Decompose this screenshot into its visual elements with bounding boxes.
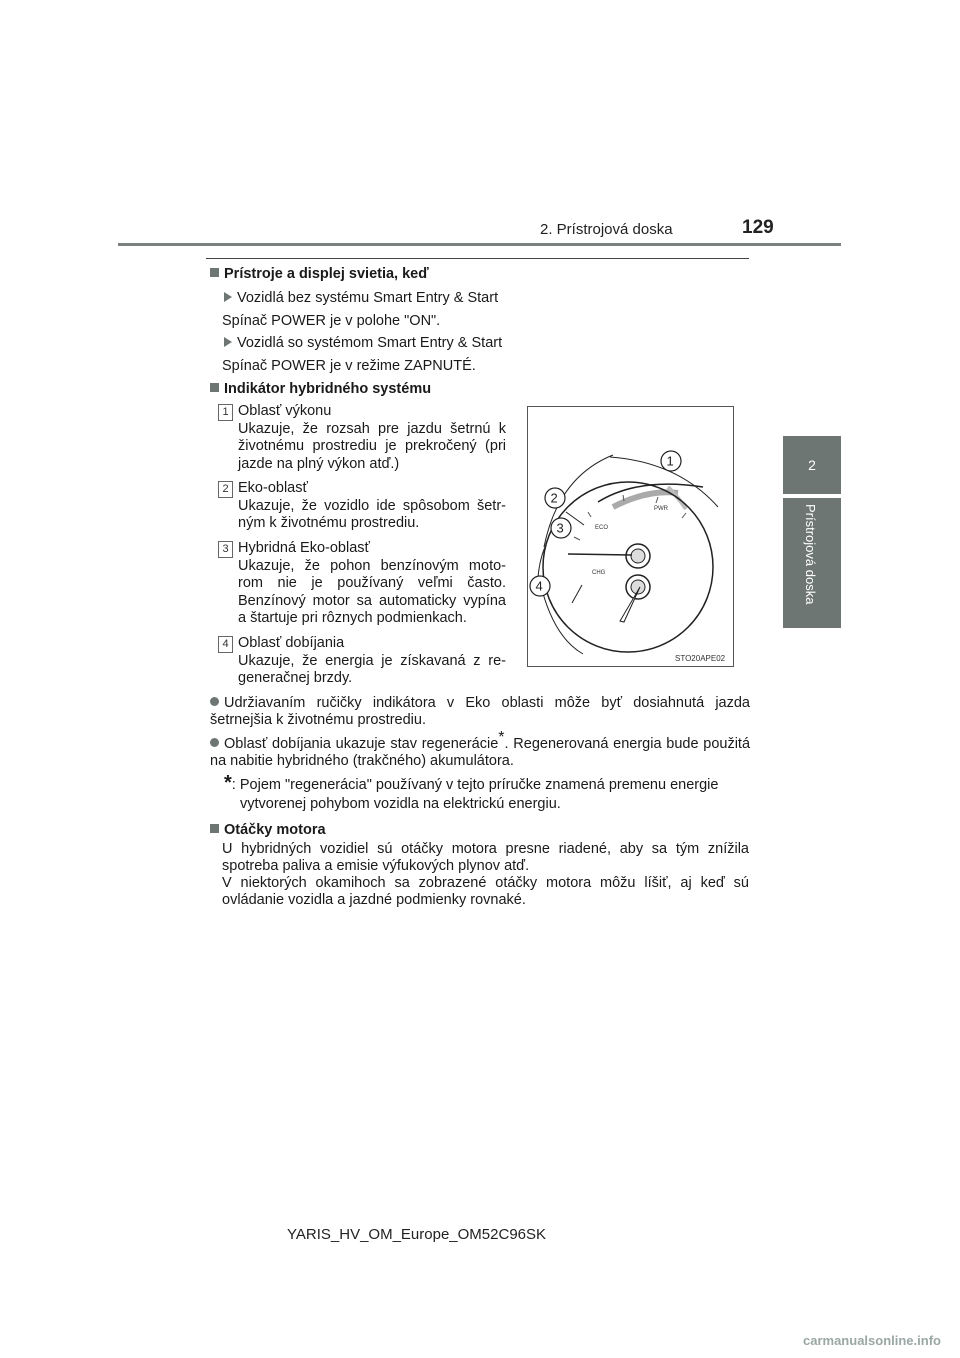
heading-display-lit: Prístroje a displej svietia, keď bbox=[210, 266, 429, 283]
item-charge-area bbox=[238, 635, 506, 688]
triangle-bullet-icon bbox=[224, 292, 232, 302]
hybrid-indicator-figure bbox=[527, 406, 734, 667]
page-number: 129 bbox=[742, 217, 774, 238]
label-pwr: PWR bbox=[654, 506, 668, 512]
content-divider bbox=[206, 258, 749, 259]
round-bullet-icon bbox=[210, 697, 219, 706]
bullet-regeneration: Oblasť dobíjania ukazuje stav regenerácie*. Regenerovaná energia bude použitá na nabitie hybridného (trakčného) akumulátora. bbox=[210, 729, 751, 769]
footnote-regeneration: *: Pojem "regenerácia" používaný v tejto príručke znamená premenu energie bbox=[224, 772, 719, 794]
chapter-tab-label bbox=[783, 498, 841, 628]
item-text: Ukazuje, že pohon benzínovým moto-rom nie je používaný veľmi často. Benzínový motor sa automaticky vypína a štartuje pri rôznych podmienkach. bbox=[238, 557, 506, 626]
figure-code: STO20APE02 bbox=[675, 654, 726, 663]
square-bullet-icon bbox=[210, 383, 219, 392]
footnote-regeneration-line2: vytvorenej pohybom vozidla na elektrickú energiu. bbox=[240, 796, 561, 812]
square-bullet-icon bbox=[210, 268, 219, 277]
text-engine-rpm-2: V niektorých okamihoch sa zobrazené otáčky motora môžu líšiť, aj keď sú ovládanie vozidla a jazdné podmienky rovnaké. bbox=[222, 875, 749, 908]
condition-smart-entry: Vozidlá so systémom Smart Entry & Start bbox=[224, 335, 502, 352]
text-power-zapnute: Spínač POWER je v režime ZAPNUTÉ. bbox=[222, 358, 476, 374]
round-bullet-icon bbox=[210, 738, 219, 747]
callout-2: 2 bbox=[550, 490, 558, 506]
callout-4: 4 bbox=[535, 578, 543, 594]
item-power-area bbox=[238, 403, 506, 473]
item-text: Ukazuje, že energia je získavaná z re-generačnej brzdy. bbox=[238, 652, 506, 686]
item-title: Oblasť dobíjania bbox=[238, 635, 345, 651]
header-divider bbox=[118, 243, 841, 246]
section-title: 2. Prístrojová doska bbox=[540, 221, 673, 238]
chapter-tab-text: Prístrojová doska bbox=[803, 504, 818, 605]
item-title: Hybridná Eko-oblasť bbox=[238, 540, 370, 556]
chapter-tab-number: 2 bbox=[783, 436, 841, 494]
item-title: Eko-oblasť bbox=[238, 480, 308, 496]
text-power-on: Spínač POWER je v polohe "ON". bbox=[222, 313, 441, 329]
item-number-1: 1 bbox=[218, 404, 233, 421]
square-bullet-icon bbox=[210, 824, 219, 833]
label-chg: CHG bbox=[592, 570, 606, 576]
item-number-2: 2 bbox=[218, 481, 233, 498]
callout-1: 1 bbox=[666, 453, 674, 469]
document-code: YARIS_HV_OM_Europe_OM52C96SK bbox=[287, 1226, 547, 1243]
text-engine-rpm-1: U hybridných vozidiel sú otáčky motora presne riadené, aby sa tým znížila spotreba paliva a emisie výfukových plynov atď. bbox=[222, 841, 749, 874]
item-hybrid-eco-area bbox=[238, 540, 506, 628]
callout-3: 3 bbox=[556, 520, 564, 536]
triangle-bullet-icon bbox=[224, 337, 232, 347]
item-text: Ukazuje, že rozsah pre jazdu šetrnú k životnému prostrediu je prekročený (pri jazde na plný výkon atď.) bbox=[238, 420, 506, 472]
item-eco-area bbox=[238, 480, 506, 533]
item-title: Oblasť výkonu bbox=[238, 403, 332, 419]
item-text: Ukazuje, že vozidlo ide spôsobom šetr-ným k životnému prostrediu. bbox=[238, 497, 506, 531]
gauge-illustration bbox=[528, 407, 733, 666]
bullet-eco-driving: Udržiavaním ručičky indikátora v Eko oblasti môže byť dosiahnutá jazda šetrnejšia k životnému prostrediu. bbox=[210, 695, 750, 728]
watermark: carmanualsonline.info bbox=[803, 1333, 941, 1348]
heading-engine-rpm: Otáčky motora bbox=[210, 822, 326, 839]
heading-hybrid-indicator: Indikátor hybridného systému bbox=[210, 381, 431, 398]
label-eco: ECO bbox=[595, 525, 609, 531]
condition-no-smart-entry: Vozidlá bez systému Smart Entry & Start bbox=[224, 290, 498, 307]
item-number-4: 4 bbox=[218, 636, 233, 653]
item-number-3: 3 bbox=[218, 541, 233, 558]
